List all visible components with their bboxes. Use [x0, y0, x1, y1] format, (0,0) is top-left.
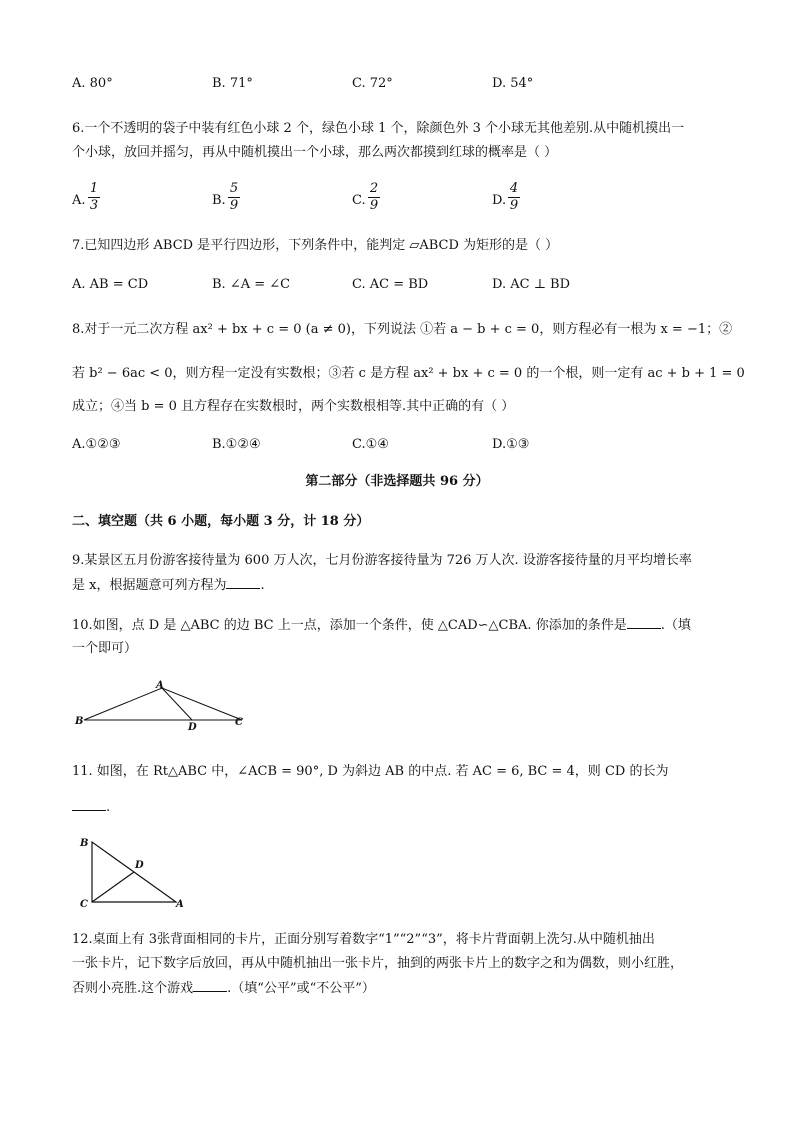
q12-answer-blank[interactable]: [193, 979, 227, 992]
segment-cd: [92, 872, 134, 902]
vertex-label-b: B: [80, 838, 89, 849]
q10-text: 10.如图，点 D 是 △ABC 的边 BC 上一点，添加一个条件，使 △CAD∽△CBA. 你添加的条件是: [72, 618, 627, 633]
q9-stem-line2: [72, 576, 265, 595]
q11-period: .: [106, 800, 111, 815]
q8-option-b: B.①②④: [212, 437, 261, 452]
q7-option-c: C. AC = BD: [352, 277, 429, 292]
section2-title: 二、填空题（共 6 小题，每小题 3 分，计 18 分）: [72, 514, 370, 529]
q10-answer-blank[interactable]: [627, 616, 661, 629]
vertex-label-a: A: [156, 680, 164, 691]
q9-period: .: [260, 578, 265, 593]
vertex-label-c: C: [235, 717, 243, 728]
q7-options: [72, 276, 732, 296]
q8-option-d: D.①③: [492, 437, 530, 452]
vertex-label-b: B: [75, 716, 84, 727]
q7-option-b: B. ∠A = ∠C: [212, 277, 291, 292]
q5-option-d: D. 54°: [492, 76, 534, 91]
denominator: 9: [229, 198, 239, 213]
q7-option-a: A. AB = CD: [72, 277, 149, 292]
q9-answer-blank[interactable]: [226, 576, 260, 589]
q10-triangle-figure: [72, 678, 252, 730]
q6-stem-line2: 个小球，放回并摇匀，再从中随机摸出一个小球，那么两次都摸到红球的概率是（ ）: [72, 145, 558, 160]
vertex-label-a: A: [176, 899, 184, 910]
q8-stem-line2: 若 b² − 6ac < 0，则方程一定没有实数根；③若 c 是方程 ax² + bx + c = 0 的一个根，则一定有 ac + b + 1 = 0: [72, 366, 745, 381]
q5-option-c: C. 72°: [352, 76, 393, 91]
q8-stem-line3: 成立；④当 b = 0 且方程存在实数根时，两个实数根相等.其中正确的有（ ）: [72, 399, 515, 414]
q5-option-b: B. 71°: [212, 76, 253, 91]
q10-suffix: .（填: [660, 618, 691, 633]
denominator: 3: [89, 198, 99, 213]
numerator: 4: [509, 181, 519, 196]
q11-triangle-figure: [72, 834, 192, 910]
q8-stem-line1: 8.对于一元二次方程 ax² + bx + c = 0 (a ≠ 0)，下列说法 ①若 a − b + c = 0，则方程必有一根为 x = −1；②: [72, 322, 733, 337]
q12-stem-line3: [72, 979, 375, 998]
part2-title: 第二部分（非选择题共 96 分）: [305, 474, 489, 489]
q6-options: A. 1 3 B. 5 9 C. 2 9 D. 4 9: [72, 181, 519, 213]
vertex-label-d: D: [135, 860, 144, 871]
vertex-label-c: C: [80, 899, 88, 910]
q8-options: [72, 436, 732, 456]
q12-stem-line2: 一张卡片，记下数字后放回，再从中随机抽出一张卡片，抽到的两张卡片上的数字之和为偶数，则小红胜，: [72, 956, 684, 971]
numerator: 5: [229, 181, 239, 196]
q9-text: 是 x，根据题意可列方程为: [72, 578, 227, 593]
q5-option-a: A. 80°: [72, 76, 113, 91]
q9-stem-line1: 9.某景区五月份游客接待量为 600 万人次，七月份游客接待量为 726 万人次. 设游客接待量的月平均增长率: [72, 553, 692, 568]
q10-stem-line1: [72, 616, 691, 635]
vertex-label-d: D: [188, 722, 197, 730]
q12-stem-line1: 12.桌面上有 3张背面相同的卡片，正面分别写着数字“1”“2”“3”，将卡片背面朝上洗匀.从中随机抽出: [72, 932, 655, 947]
q11-answer-blank[interactable]: [72, 798, 106, 811]
q11-stem-line2: [72, 798, 110, 817]
q8-option-a: A.①②③: [72, 437, 121, 452]
q7-stem: 7.已知四边形 ABCD 是平行四边形，下列条件中，能判定 ▱ABCD 为矩形的是（ ）: [72, 238, 559, 253]
q12-text: 否则小亮胜.这个游戏: [72, 981, 194, 996]
q8-option-c: C.①④: [352, 437, 389, 452]
segment-ad: [162, 688, 192, 720]
q6-stem-line1: 6.一个不透明的袋子中装有红色小球 2 个，绿色小球 1 个，除颜色外 3 个小球无其他差别.从中随机摸出一: [72, 121, 685, 136]
q7-option-d: D. AC ⊥ BD: [492, 277, 571, 292]
numerator: 2: [369, 181, 379, 196]
q12-suffix: .（填“公平”或“不公平”）: [227, 981, 375, 996]
q5-options: [72, 75, 732, 95]
triangle-abc: [84, 688, 242, 720]
numerator: 1: [89, 181, 99, 196]
q11-stem-line1: 11. 如图，在 Rt△ABC 中，∠ACB = 90°, D 为斜边 AB 的中点. 若 AC = 6, BC = 4，则 CD 的长为: [72, 764, 669, 779]
denominator: 9: [509, 198, 519, 213]
q10-stem-line2: 一个即可）: [72, 641, 138, 656]
denominator: 9: [369, 198, 379, 213]
